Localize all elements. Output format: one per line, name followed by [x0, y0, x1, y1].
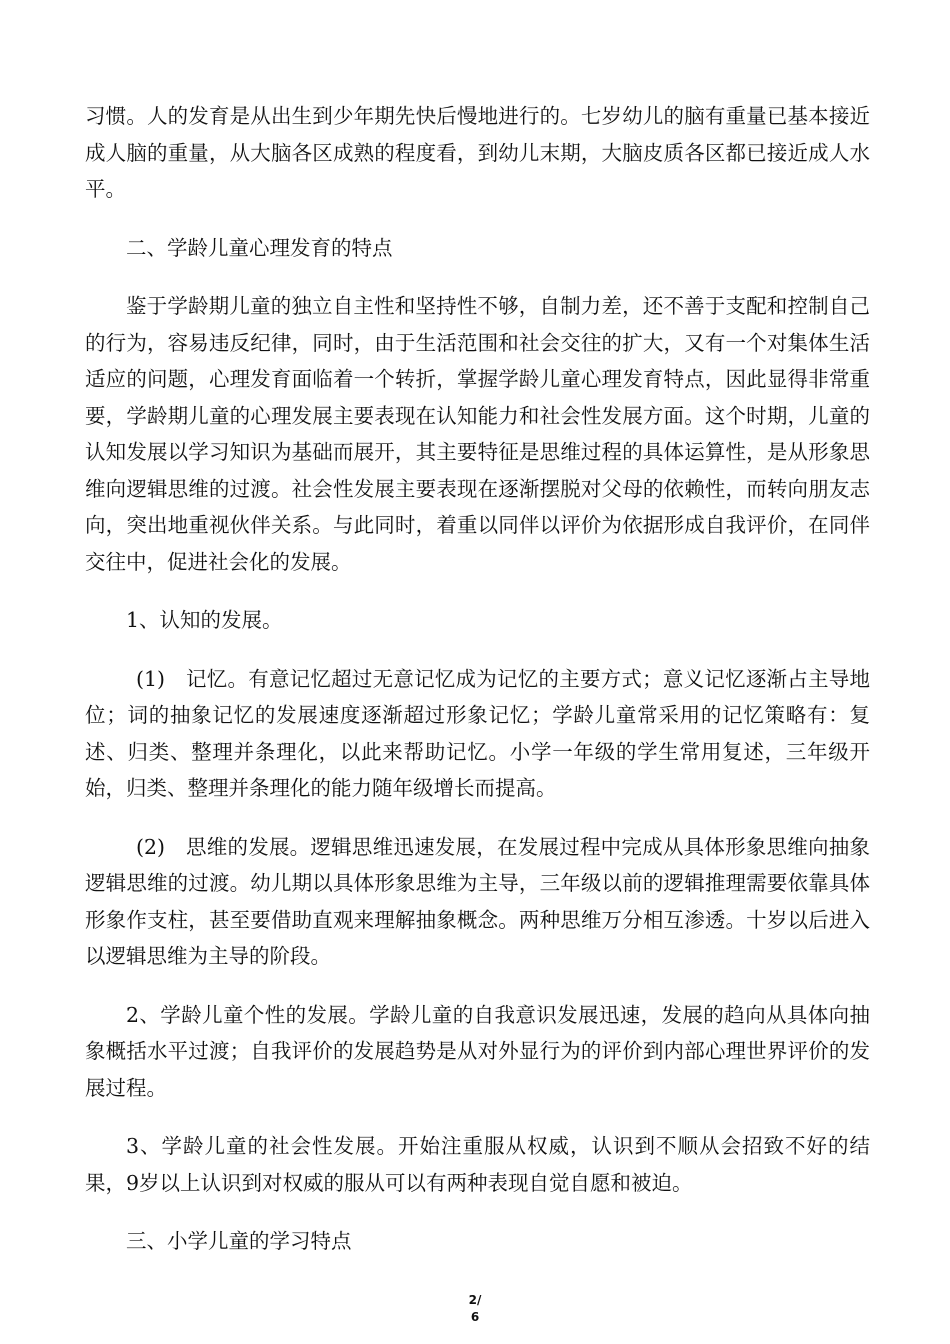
paragraph-personality-development: 2、学龄儿童个性的发展。学龄儿童的自我意识发展迅速，发展的趋向从具体向抽象概括水平过渡；自我评价的发展趋势是从对外显行为的评价到内部心理世界评价的发展过程。 [85, 1002, 870, 1100]
paragraph-psychological-overview: 鉴于学龄期儿童的独立自主性和坚持性不够，自制力差，还不善于支配和控制自己的行为，容易违反纪律，同时，由于生活范围和社会交往的扩大，又有一个对集体生活适应的问题，心理发育面临着一个转折，掌握学龄儿童心理发育特点，因此显得非常重要，学龄期儿童的心理发展主要表现在认知能力和社会性发展方面。这个时期，儿童的认知发展以学习知识为基础而展开，其主要特征是思维过程的具体运算性，是从形象思维向逻辑思维的过渡。社会性发展主要表现在逐渐摆脱对父母的依赖性，而转向朋友志向，突出地重视伙伴关系。与此同时，着重以同伴以评价为依据形成自我评价，在同伴交往中，促进社会化的发展。 [85, 294, 870, 574]
subheading-cognitive-development: 1、认知的发展。 [126, 608, 283, 632]
paragraph-memory: (1) 记忆。有意记忆超过无意记忆成为记忆的主要方式；意义记忆逐渐占主导地位；词的抽象记忆的发展速度逐渐超过形象记忆；学龄儿童常采用的记忆策略有：复述、归类、整理并条理化，以此来帮助记忆。小学一年级的学生常用复述，三年级开始，归类、整理并条理化的能力随年级增长而提高。 [85, 666, 870, 800]
paragraph-thinking-development: (2) 思维的发展。逻辑思维迅速发展，在发展过程中完成从具体形象思维向抽象逻辑思维的过渡。幼儿期以具体形象思维为主导，三年级以前的逻辑推理需要依靠具体形象作支柱，甚至要借助直观来理解抽象概念。两种思维万分相互渗透。十岁以后进入以逻辑思维为主导的阶段。 [85, 834, 870, 968]
page-number-current: 2/ [468, 1293, 482, 1307]
section-heading-learning-characteristics: 三、小学儿童的学习特点 [126, 1229, 352, 1253]
page-number [0, 1292, 950, 1326]
page-number-total: 6 [470, 1310, 480, 1324]
paragraph-brain-development: 习惯。人的发育是从出生到少年期先快后慢地进行的。七岁幼儿的脑有重量已基本接近成人脑的重量，从大脑各区成熟的程度看，到幼儿末期，大脑皮质各区都已接近成人水平。 [85, 104, 870, 201]
section-heading-psychological-development: 二、学龄儿童心理发育的特点 [126, 235, 393, 260]
document-body [85, 98, 870, 1260]
paragraph-social-development: 3、学龄儿童的社会性发展。开始注重服从权威，认识到不顺从会招致不好的结果，9岁以上认识到对权威的服从可以有两种表现自觉自愿和被迫。 [85, 1134, 870, 1195]
